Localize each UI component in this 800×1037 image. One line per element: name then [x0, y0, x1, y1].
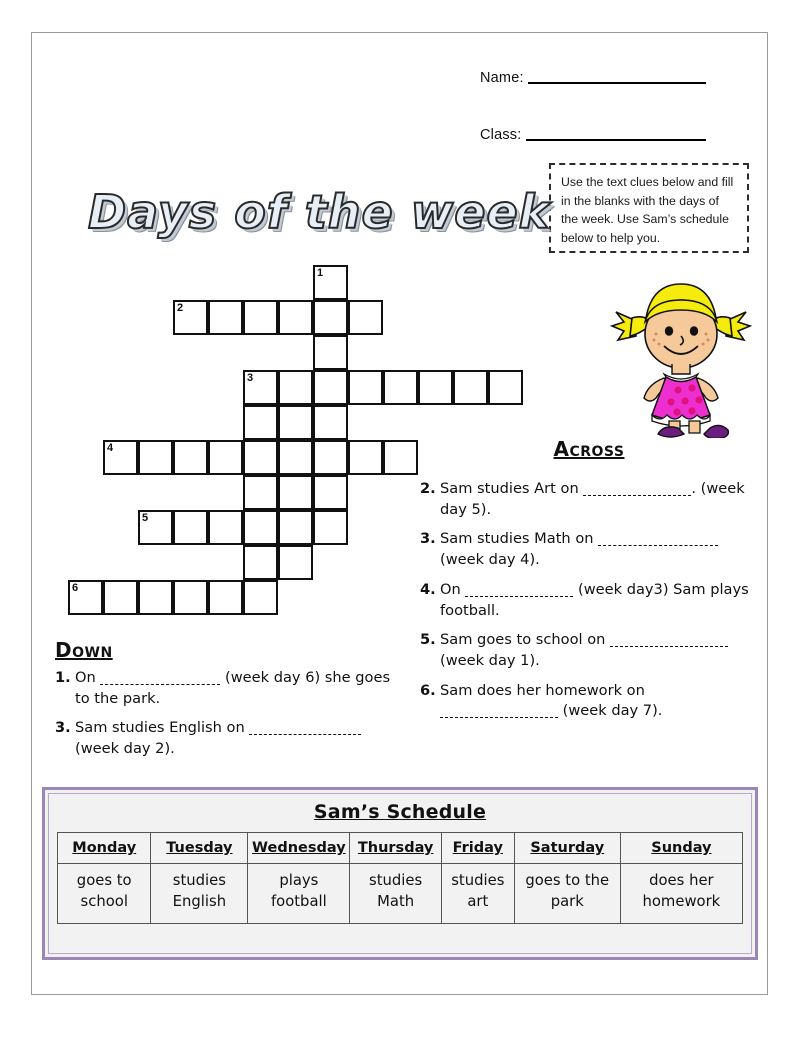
crossword-cell[interactable]: [208, 440, 243, 475]
clue-number: 4.: [420, 580, 436, 598]
clue-item: [420, 580, 758, 621]
crossword-cell[interactable]: [243, 370, 278, 405]
schedule-day-header: Tuesday: [151, 833, 248, 864]
clue-item: [420, 630, 758, 671]
down-clue-list: [55, 668, 395, 760]
crossword-cell[interactable]: [278, 300, 313, 335]
class-label: Class:: [480, 127, 522, 143]
crossword-cell[interactable]: [243, 580, 278, 615]
schedule-day-header: Saturday: [514, 833, 620, 864]
clue-item: [55, 668, 395, 709]
schedule-day-header: Monday: [58, 833, 151, 864]
clue-item: [420, 681, 758, 722]
crossword-cell[interactable]: [278, 545, 313, 580]
crossword-cell[interactable]: [313, 510, 348, 545]
clue-item: [420, 529, 758, 570]
crossword-cell[interactable]: [348, 300, 383, 335]
crossword-cell[interactable]: [68, 580, 103, 615]
clue-item: [55, 718, 395, 759]
crossword-cell[interactable]: [243, 440, 278, 475]
page-title: Days of the week: [88, 185, 551, 239]
class-field[interactable]: [480, 127, 706, 143]
crossword-cell[interactable]: [278, 370, 313, 405]
crossword-cell-number: 5: [142, 512, 149, 524]
clue-number: 3.: [55, 719, 71, 737]
clue-answer-blank[interactable]: [249, 734, 361, 735]
clue-item: [420, 479, 758, 520]
clue-answer-blank[interactable]: [465, 596, 573, 597]
crossword-cell[interactable]: [313, 440, 348, 475]
schedule-activity-cell: studies art: [441, 864, 514, 924]
schedule-header-row: [58, 833, 743, 864]
crossword-cell[interactable]: [243, 510, 278, 545]
schedule-day-header: Sunday: [620, 833, 742, 864]
name-field[interactable]: [480, 70, 706, 86]
crossword-cell[interactable]: [313, 475, 348, 510]
clue-number: 5.: [420, 631, 436, 649]
clue-number: 6.: [420, 681, 436, 699]
across-heading: Across: [553, 437, 625, 461]
crossword-cell[interactable]: [313, 405, 348, 440]
crossword-cell-number: 6: [72, 582, 79, 594]
crossword-cell[interactable]: [348, 440, 383, 475]
schedule-activity-cell: goes to school: [58, 864, 151, 924]
crossword-cell[interactable]: [383, 440, 418, 475]
crossword-cell[interactable]: [453, 370, 488, 405]
girl-clipart-icon: [606, 278, 756, 438]
clue-text: On (week day 6) she goes to the park.: [75, 669, 391, 707]
crossword-cell-number: 4: [107, 442, 114, 454]
crossword-cell[interactable]: [278, 405, 313, 440]
crossword-cell[interactable]: [243, 405, 278, 440]
clue-text: On (week day3) Sam plays football.: [440, 580, 749, 619]
clue-number: 2.: [420, 480, 436, 497]
schedule-activity-cell: does her homework: [620, 864, 742, 924]
crossword-cell[interactable]: [383, 370, 418, 405]
schedule-activity-cell: plays football: [248, 864, 350, 924]
schedule-activity-cell: goes to the park: [514, 864, 620, 924]
schedule-activity-cell: studies Math: [350, 864, 442, 924]
clue-text: Sam goes to school on (week day 1).: [440, 630, 758, 671]
crossword-cell-number: 1: [317, 267, 324, 279]
schedule-day-header: Wednesday: [248, 833, 350, 864]
crossword-cell[interactable]: [488, 370, 523, 405]
clue-answer-blank[interactable]: [440, 717, 558, 718]
crossword-cell[interactable]: [173, 580, 208, 615]
clue-answer-blank[interactable]: [610, 646, 728, 647]
crossword-cell[interactable]: [418, 370, 453, 405]
class-write-line[interactable]: [526, 127, 706, 141]
clue-text: Sam studies Art on . (week day 5).: [440, 480, 745, 518]
name-label: Name:: [480, 70, 524, 86]
crossword-cell[interactable]: [208, 300, 243, 335]
crossword-cell[interactable]: [208, 510, 243, 545]
crossword-cell[interactable]: [103, 580, 138, 615]
crossword-cell[interactable]: [313, 370, 348, 405]
instructions-text: Use the text clues below and fill in the blanks with the days of the week. Use Sam’s schedule below to help you.: [561, 175, 734, 246]
name-write-line[interactable]: [528, 70, 706, 84]
crossword-cell[interactable]: [173, 510, 208, 545]
clue-text: Sam does her homework on (week day 7).: [440, 681, 663, 720]
crossword-cell[interactable]: [103, 440, 138, 475]
crossword-cell[interactable]: [278, 475, 313, 510]
clue-number: 3.: [420, 530, 436, 548]
clue-answer-blank[interactable]: [583, 495, 691, 496]
crossword-cell[interactable]: [243, 545, 278, 580]
schedule-inner: [48, 793, 752, 954]
crossword-cell[interactable]: [243, 300, 278, 335]
crossword-cell[interactable]: [278, 510, 313, 545]
across-clue-list: [420, 479, 758, 722]
down-heading: Down: [55, 638, 113, 662]
down-clues: [55, 638, 395, 769]
crossword-cell[interactable]: [313, 265, 348, 300]
crossword-cell[interactable]: [138, 510, 173, 545]
clue-text: Sam studies Math on (week day 4).: [440, 529, 758, 570]
across-clues: [420, 437, 758, 731]
clue-answer-blank[interactable]: [100, 684, 220, 685]
crossword-cell[interactable]: [313, 300, 348, 335]
schedule-day-header: Friday: [441, 833, 514, 864]
clue-answer-blank[interactable]: [598, 545, 718, 546]
crossword-cell[interactable]: [278, 440, 313, 475]
clue-text: Sam studies English on (week day 2).: [75, 718, 395, 759]
crossword-cell[interactable]: [313, 335, 348, 370]
schedule-table: [57, 832, 743, 924]
clue-number: 1.: [55, 669, 71, 686]
crossword-cell-number: 2: [177, 302, 184, 314]
crossword-cell[interactable]: [348, 370, 383, 405]
schedule-day-header: Thursday: [350, 833, 442, 864]
crossword-cell[interactable]: [173, 440, 208, 475]
schedule-activity-cell: studies English: [151, 864, 248, 924]
schedule-body-row: [58, 864, 743, 924]
crossword-cell[interactable]: [138, 580, 173, 615]
crossword-cell[interactable]: [243, 475, 278, 510]
crossword-cell-number: 3: [247, 372, 254, 384]
crossword-cell[interactable]: [208, 580, 243, 615]
crossword-cell[interactable]: [173, 300, 208, 335]
instructions-box: [549, 163, 749, 253]
crossword-cell[interactable]: [138, 440, 173, 475]
schedule-box: [42, 787, 758, 960]
schedule-title: Sam’s Schedule: [313, 801, 487, 823]
